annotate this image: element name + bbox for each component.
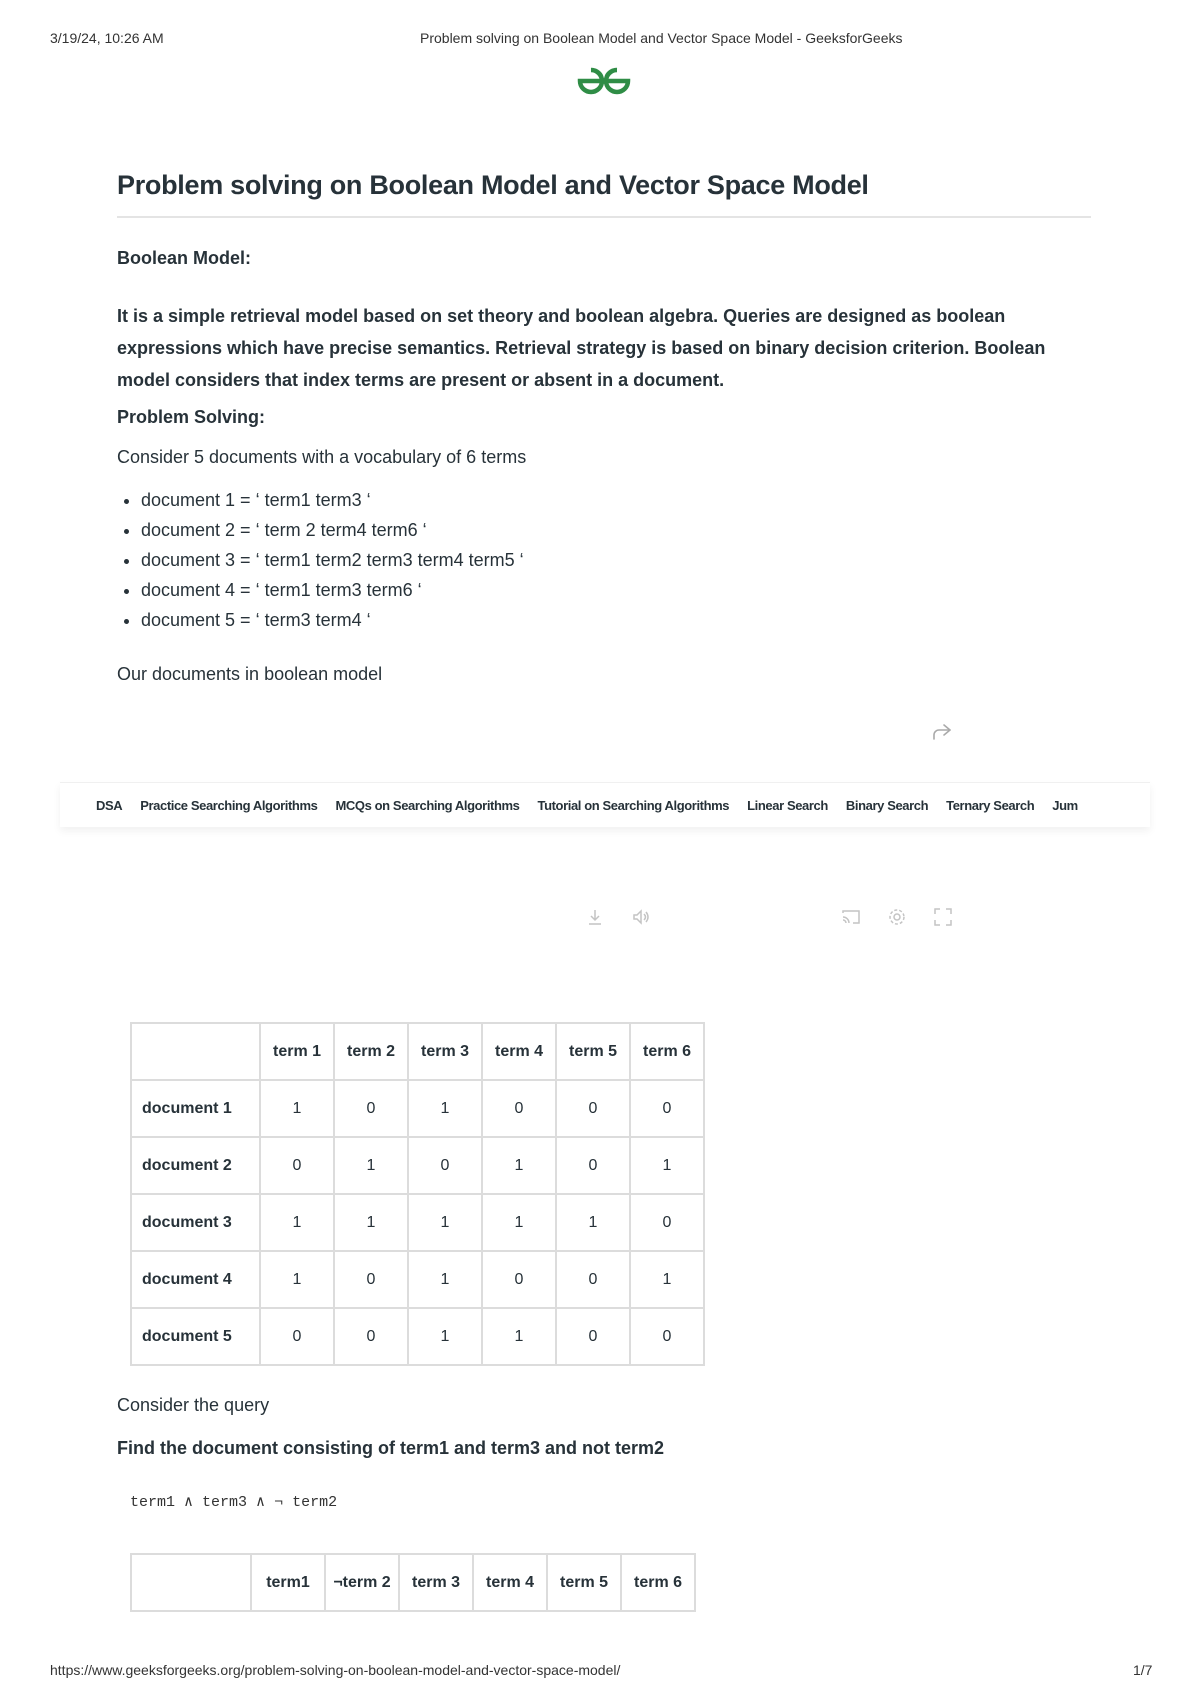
document-list <box>117 485 524 635</box>
table-cell: 1 <box>482 1137 556 1194</box>
nav-item-mcqs[interactable]: MCQs on Searching Algorithms <box>335 797 520 813</box>
table-cell: 1 <box>260 1080 334 1137</box>
article-title: Problem solving on Boolean Model and Vector Space Model <box>117 170 869 200</box>
our-docs-text: Our documents in boolean model <box>117 664 383 684</box>
table-cell: 1 <box>408 1194 482 1251</box>
table-header-cell: term 5 <box>556 1023 630 1080</box>
boolean-model-table <box>130 1022 705 1366</box>
download-icon[interactable] <box>584 906 606 928</box>
page-number: 1/7 <box>1133 1662 1153 1678</box>
list-item: • document 4 = ‘ term1 term3 term6 ‘ <box>141 575 524 605</box>
list-item: • document 3 = ‘ term1 term2 term3 term4 term5 ‘ <box>141 545 524 575</box>
row-label: document 3 <box>131 1194 260 1251</box>
table-header-row <box>131 1023 704 1080</box>
table-row <box>131 1308 704 1365</box>
table-cell: 0 <box>334 1080 408 1137</box>
table-cell: 0 <box>630 1308 704 1365</box>
table-cell: 1 <box>260 1194 334 1251</box>
find-document-text: Find the document consisting of term1 and term3 and not term2 <box>117 1438 665 1458</box>
table-cell: 0 <box>630 1194 704 1251</box>
row-label: document 1 <box>131 1080 260 1137</box>
problem-solving-heading: Problem Solving: <box>117 407 266 427</box>
table-cell: 1 <box>556 1194 630 1251</box>
table-cell: 1 <box>408 1080 482 1137</box>
table-header-cell: term 1 <box>260 1023 334 1080</box>
nav-item-ternary-search[interactable]: Ternary Search <box>946 797 1035 813</box>
table-row <box>131 1251 704 1308</box>
query-code: term1 ∧ term3 ∧ ¬ term2 <box>130 1494 338 1511</box>
table-cell: 0 <box>334 1251 408 1308</box>
table-cell: 1 <box>408 1308 482 1365</box>
table-cell: 0 <box>260 1137 334 1194</box>
table-cell: 1 <box>260 1251 334 1308</box>
volume-icon[interactable] <box>630 906 652 928</box>
boolean-model-heading: Boolean Model: <box>117 248 251 268</box>
row-label: document 5 <box>131 1308 260 1365</box>
table-cell: 0 <box>334 1308 408 1365</box>
related-nav <box>60 782 1150 827</box>
table-cell: 0 <box>260 1308 334 1365</box>
table-cell: 1 <box>482 1308 556 1365</box>
title-divider <box>117 216 1091 218</box>
row-label: document 2 <box>131 1137 260 1194</box>
settings-icon[interactable] <box>886 906 908 928</box>
table-cell: 0 <box>556 1308 630 1365</box>
table-row <box>131 1080 704 1137</box>
table-cell: 1 <box>334 1194 408 1251</box>
list-item: • document 2 = ‘ term 2 term4 term6 ‘ <box>141 515 524 545</box>
nav-item-binary-search[interactable]: Binary Search <box>845 797 929 813</box>
nav-item-jump[interactable]: Jum <box>1052 797 1078 813</box>
table-header-cell: term 6 <box>630 1023 704 1080</box>
table-cell: 1 <box>482 1194 556 1251</box>
table-header-row <box>131 1554 695 1611</box>
consider-query-text: Consider the query <box>117 1395 270 1415</box>
nav-item-linear-search[interactable]: Linear Search <box>747 797 828 813</box>
print-page-title: Problem solving on Boolean Model and Vector Space Model - GeeksforGeeks <box>420 30 903 46</box>
table-row <box>131 1194 704 1251</box>
list-item: • document 5 = ‘ term3 term4 ‘ <box>141 605 524 635</box>
table-header-cell <box>131 1554 251 1611</box>
table-header-cell: term 3 <box>408 1023 482 1080</box>
table-header-cell: term 6 <box>621 1554 695 1611</box>
print-url: https://www.geeksforgeeks.org/problem-solving-on-boolean-model-and-vector-space-model/ <box>50 1662 621 1678</box>
table-header-cell: term1 <box>251 1554 325 1611</box>
table-header-cell <box>131 1023 260 1080</box>
consider-docs-text: Consider 5 documents with a vocabulary of 6 terms <box>117 447 527 467</box>
table-header-cell: term 4 <box>473 1554 547 1611</box>
table-header-cell: term 5 <box>547 1554 621 1611</box>
table-header-cell: term 4 <box>482 1023 556 1080</box>
table-cell: 1 <box>630 1137 704 1194</box>
table-header-cell: term 3 <box>399 1554 473 1611</box>
table-header-cell: term 2 <box>334 1023 408 1080</box>
table-cell: 0 <box>556 1251 630 1308</box>
table-cell: 1 <box>630 1251 704 1308</box>
intro-paragraph: It is a simple retrieval model based on set theory and boolean algebra. Queries are designed as boolean expressions which have precise semantics. Retrieval strategy is based on binary decision criterion. Boolean model considers that index terms are present or absent in a document. <box>117 306 1046 390</box>
nav-item-tutorial[interactable]: Tutorial on Searching Algorithms <box>537 797 730 813</box>
list-item: • document 1 = ‘ term1 term3 ‘ <box>141 485 524 515</box>
table-cell: 0 <box>556 1137 630 1194</box>
query-table <box>130 1553 696 1612</box>
table-cell: 0 <box>408 1137 482 1194</box>
cast-icon[interactable] <box>840 906 862 928</box>
print-datetime: 3/19/24, 10:26 AM <box>50 30 164 46</box>
gfg-logo-icon[interactable] <box>574 64 634 98</box>
share-icon[interactable] <box>930 722 954 742</box>
table-cell: 0 <box>482 1251 556 1308</box>
table-cell: 0 <box>482 1080 556 1137</box>
table-row <box>131 1137 704 1194</box>
table-header-cell: ¬term 2 <box>325 1554 399 1611</box>
fullscreen-icon[interactable] <box>932 906 954 928</box>
table-cell: 0 <box>630 1080 704 1137</box>
nav-item-dsa[interactable]: DSA <box>96 797 123 813</box>
table-cell: 1 <box>334 1137 408 1194</box>
nav-item-practice[interactable]: Practice Searching Algorithms <box>140 797 318 813</box>
row-label: document 4 <box>131 1251 260 1308</box>
table-cell: 1 <box>408 1251 482 1308</box>
table-cell: 0 <box>556 1080 630 1137</box>
